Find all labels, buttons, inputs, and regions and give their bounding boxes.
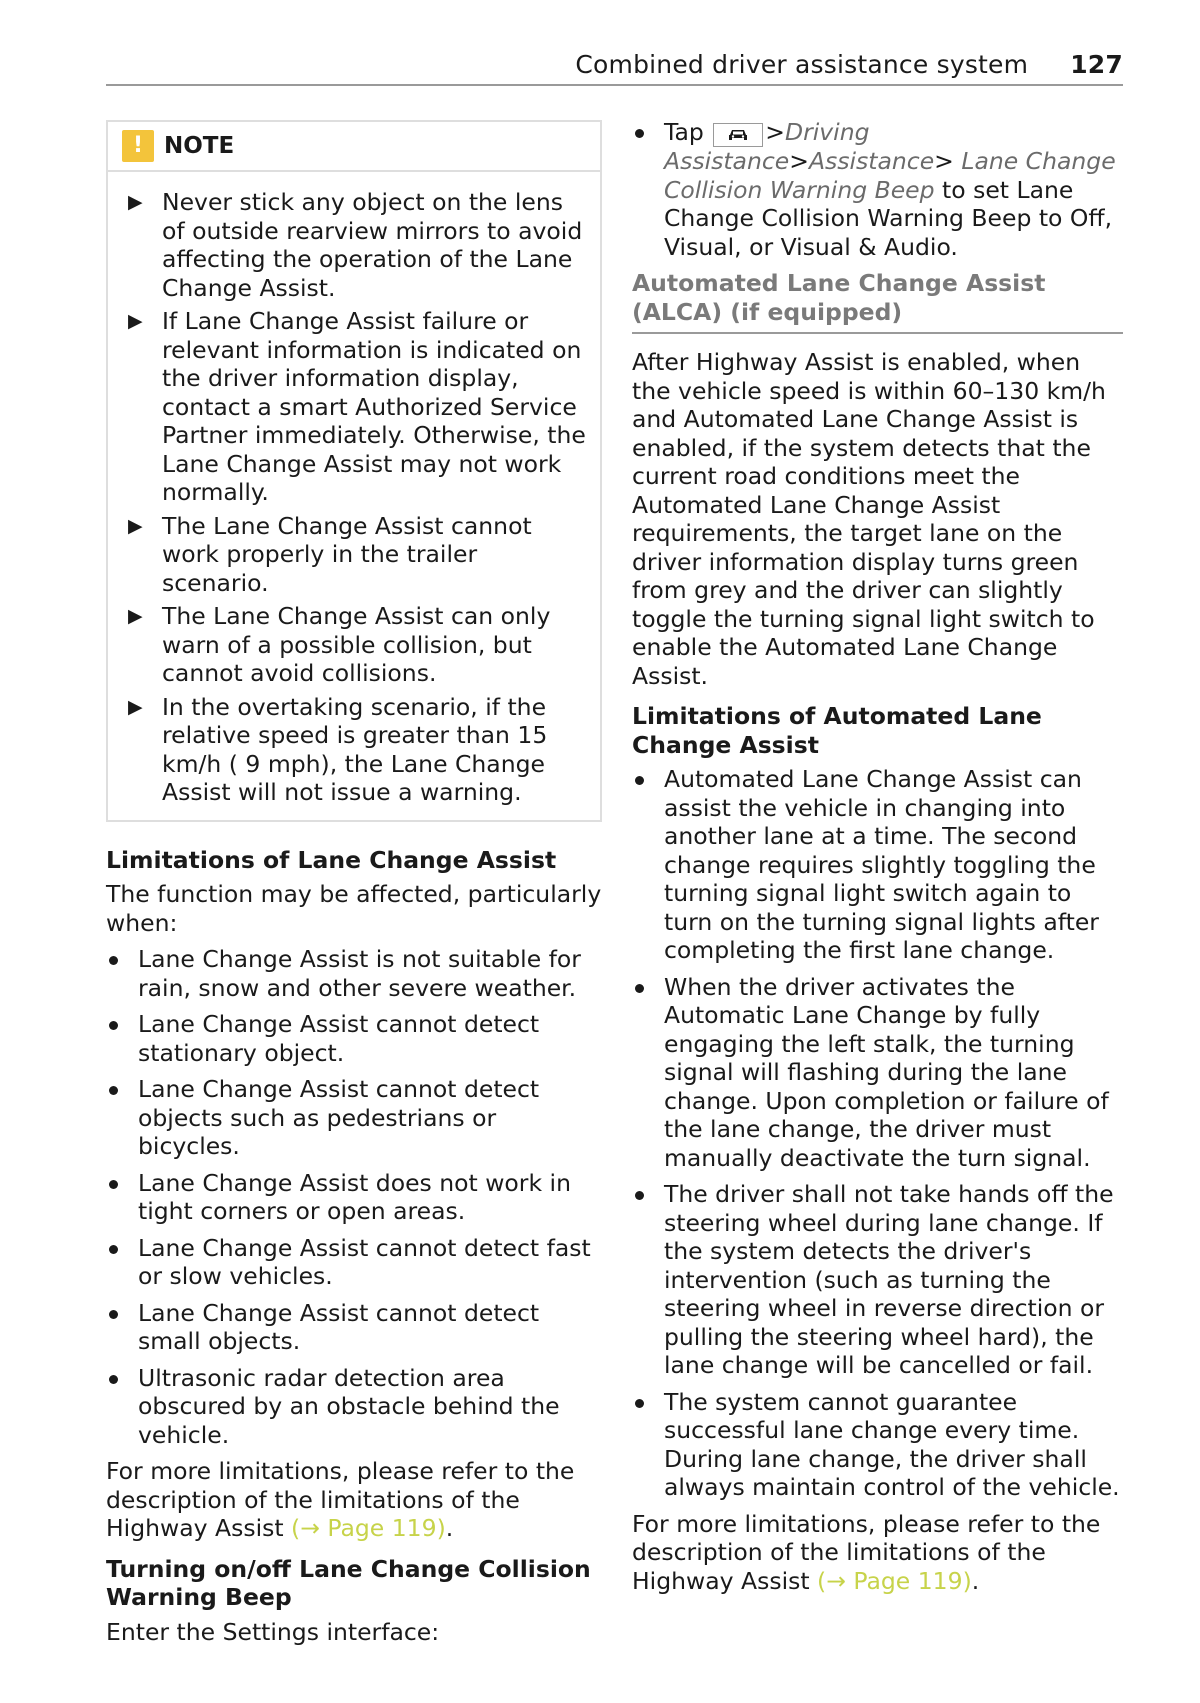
triangle-right-icon: ▶ <box>128 310 143 332</box>
bullet-icon <box>109 956 118 965</box>
bullet-icon <box>635 1191 644 1200</box>
more-limitations-lca: For more limitations, please refer to the description of the limitations of the Highway Assist (→ Page 119). <box>106 1457 575 1542</box>
note-header <box>108 122 600 172</box>
bullet-icon <box>635 129 644 138</box>
car-icon[interactable] <box>713 123 763 147</box>
bullet-icon <box>109 1375 118 1384</box>
note-item: ▶ Never stick any object on the lens of outside rearview mirrors to avoid affecting the operation of the Lane Change Assist. <box>128 188 583 302</box>
list-item: When the driver activates the Automatic Lane Change by fully engaging the left stalk, the turning signal will flashing during the lane change. Upon completion or failure of the lane change, the driver must manually deactivate the turn signal. <box>632 973 1123 1173</box>
page-header <box>106 44 1123 86</box>
list-item: Automated Lane Change Assist can assist the vehicle in changing into another lane at a time. The second change requires slightly toggling the turning signal light switch again to turn on the turning signal lights after completing the first lane change. <box>632 765 1123 965</box>
page-number: 127 <box>1070 49 1123 79</box>
list-item: Tap >Driving Assistance>Assistance> Lane Change Collision Warning Beep to set Lane Change Collision Warning Beep to Off, Visual, or Visual & Audio. <box>632 118 1123 261</box>
note-list <box>108 172 600 807</box>
left-column <box>106 118 602 1654</box>
triangle-right-icon: ▶ <box>128 514 143 537</box>
bullet-icon <box>635 1399 644 1408</box>
triangle-right-icon: ▶ <box>128 191 143 213</box>
note-item: ▶ In the overtaking scenario, if the relative speed is greater than 15 km/h ( 9 mph), the Lane Change Assist will not issue a warning. <box>128 692 548 806</box>
chevron-right-icon: > <box>765 118 785 146</box>
chevron-right-icon: > <box>934 147 954 175</box>
list-item: The driver shall not take hands off the steering wheel during lane change. If the system detects the driver's intervention (such as turning the steering wheel in reverse direction or pulling the steering wheel hard), the lane change will be cancelled or fail. <box>632 1180 1123 1380</box>
menu-path-lcc-beep: Lane Change Collision Warning Beep <box>664 147 1116 204</box>
alca-heading: Automated Lane Change Assist (ALCA) (if equipped) <box>632 269 1123 334</box>
limitations-alca-heading: Limitations of Automated Lane Change Assist <box>632 702 1042 759</box>
right-column <box>632 118 1123 1603</box>
note-item: ▶ The Lane Change Assist can only warn of a possible collision, but cannot avoid collisions. <box>128 602 551 687</box>
list-item: Lane Change Assist is not suitable for rain, snow and other severe weather. <box>106 945 602 1002</box>
bullet-icon <box>635 984 644 993</box>
beep-enter-text: Enter the Settings interface: <box>106 1617 440 1646</box>
chevron-right-icon: > <box>789 147 809 175</box>
limitations-lca-intro: The function may be affected, particularly when: <box>106 880 602 937</box>
bullet-icon <box>109 1310 118 1319</box>
limitations-alca-list <box>632 765 1123 1502</box>
bullet-icon <box>109 1086 118 1095</box>
note-item: ▶ If Lane Change Assist failure or relevant information is indicated on the driver information display, contact a smart Authorized Service Partner immediately. Otherwise, the Lane Change Assist may not work normally. <box>128 307 586 506</box>
page-link[interactable]: (→ Page 119) <box>291 1514 446 1542</box>
menu-path-assistance: Assistance <box>808 147 935 175</box>
more-limitations-alca: For more limitations, please refer to the description of the limitations of the Highway Assist (→ Page 119). <box>632 1509 1101 1595</box>
limitations-lca-list <box>106 945 602 1449</box>
list-item: The system cannot guarantee successful lane change every time. During lane change, the driver shall always maintain control of the vehicle. <box>632 1388 1123 1502</box>
triangle-right-icon: ▶ <box>128 695 143 718</box>
list-item: Lane Change Assist cannot detect fast or slow vehicles. <box>106 1234 602 1291</box>
warning-icon: ! <box>122 130 154 162</box>
beep-steps <box>632 118 1123 261</box>
list-item: Lane Change Assist does not work in tight corners or open areas. <box>106 1169 602 1226</box>
list-item: Lane Change Assist cannot detect objects such as pedestrians or bicycles. <box>106 1075 602 1161</box>
section-title: Combined driver assistance system <box>575 49 1029 79</box>
list-item: Ultrasonic radar detection area obscured by an obstacle behind the vehicle. <box>106 1364 602 1450</box>
list-item: Lane Change Assist cannot detect small objects. <box>106 1299 602 1356</box>
bullet-icon <box>109 1180 118 1189</box>
bullet-icon <box>109 1245 118 1254</box>
note-title: NOTE <box>164 132 235 159</box>
note-box <box>106 120 602 822</box>
note-item: ▶ The Lane Change Assist cannot work properly in the trailer scenario. <box>128 511 532 597</box>
page-link[interactable]: (→ Page 119) <box>817 1566 972 1595</box>
triangle-right-icon: ▶ <box>128 605 143 627</box>
limitations-lca-heading: Limitations of Lane Change Assist <box>106 845 557 874</box>
list-item: Lane Change Assist cannot detect stationary object. <box>106 1010 602 1067</box>
bullet-icon <box>635 776 644 785</box>
menu-path-driving-assistance: Driving Assistance <box>664 118 870 175</box>
beep-heading: Turning on/off Lane Change Collision Warning Beep <box>106 1554 591 1611</box>
alca-body: After Highway Assist is enabled, when the vehicle speed is within 60–130 km/h and Automated Lane Change Assist is enabled, if the system detects that the current road conditions meet the Automated Lane Change Assist requirements, the target lane on the driver information display turns green from grey and the driver can slightly toggle the turning signal light switch to enable the Automated Lane Change Assist. <box>632 348 1106 690</box>
bullet-icon <box>109 1021 118 1030</box>
